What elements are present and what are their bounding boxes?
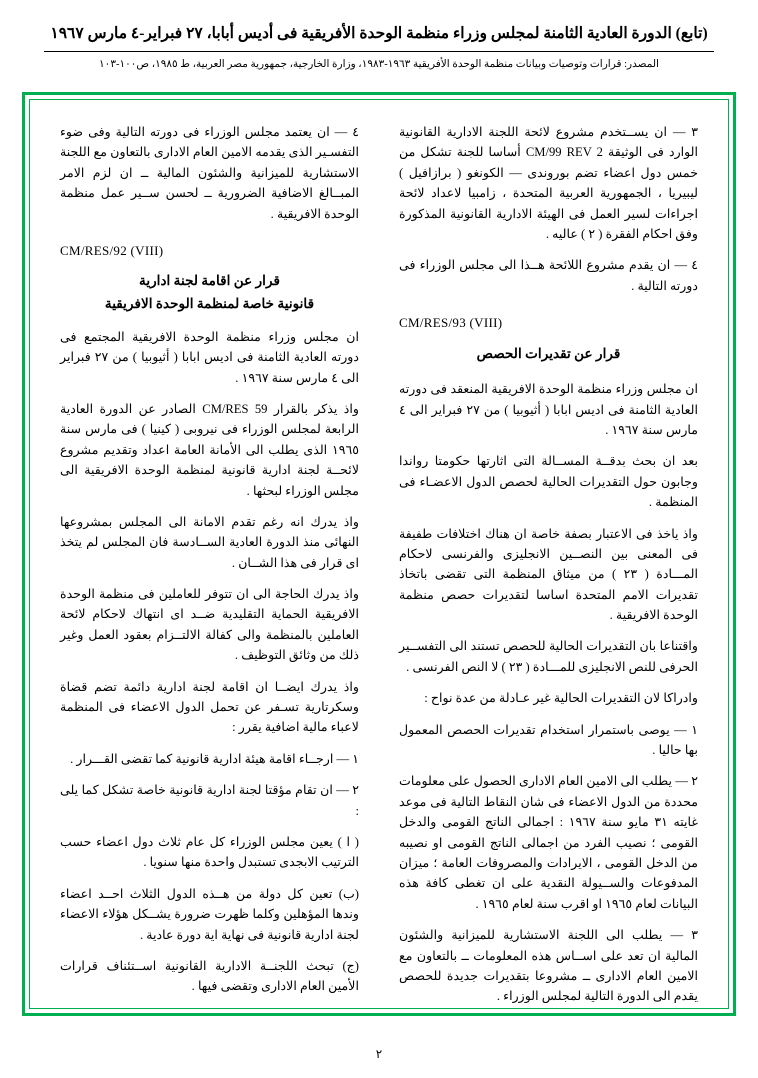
column-right (379, 116, 712, 1004)
page-header (0, 0, 758, 73)
content-frame (22, 92, 736, 1016)
paragraph: ٢ — ان تقام مؤقتا لجنة ادارية قانونية خاصة تشكل كما يلى : (60, 783, 359, 818)
paragraph: ١ — يوصى باستمرار استخدام تقديرات الحصص المعمول بها حاليا . (399, 722, 698, 758)
paragraph: ان مجلس وزراء منظمة الوحدة الافريقية المنعقد فى دورته العادية الثامنة فى اديس ابابا ( أثيوبيا ) من ٢٧ فبراير الى ٤ مارس سنة ١٩٦٧ . (399, 382, 698, 437)
paragraph: ( ا ) يعين مجلس الوزراء كل عام ثلاث دول اعضاء حسب الترتيب الابجدى تستبدل واحدة منها سنويا . (60, 834, 359, 870)
page-footer (0, 1047, 758, 1062)
paragraph: (ب) تعين كل دولة من هــذه الدول الثلاث احــد اعضاء وندها المؤهلين وكلما ظهرت ضرورة يشــكل هؤلاء الاعضاء لجنة ادارية قانونية فى نهاية اية دورة عادية . (60, 886, 359, 942)
content-frame-inner (29, 99, 729, 1009)
paragraph: ١ — ارجــاء اقامة هيئة ادارية قانونية كما تقضى القـــرار . (70, 751, 359, 766)
paragraph: واذ يدرك انه رغم تقدم الامانة الى المجلس بمشروعها النهائى منذ الدورة العادية الســادسة فان المجلس لم يتخذ اى قرار فى هذا الشــان . (60, 514, 359, 570)
paragraph: ٤ — ان يقدم مشروع اللائحة هــذا الى مجلس الوزراء فى دورته التالية . (399, 258, 698, 293)
column-left (46, 116, 379, 998)
resolution-title: قرار عن تقديرات الحصص (476, 346, 621, 362)
paragraph: ٣ — يطلب الى اللجنة الاستشارية للميزانية والشئون المالية ان تعد على اســاس هذه المعلومات ــ بالتعاون مع الامين العام الادارى ــ مشروعا بتقديرات جديدة للحصص يقدم الى الدورة التالية لمجلس الوزراء . (399, 928, 698, 1004)
paragraph: وادراكا لان التقديرات الحالية غير عـادلة من عدة نواح : (424, 691, 698, 706)
paragraph: ٣ — ان يســتخدم مشروع لائحة اللجنة الادارية القانونية الوارد فى الوثيقة CM/99 REV 2 أساسا للجنة تشكل من خمس دول اعضاء تضم بوروندى — الكونغو ( برازافيل ) ليبيريا ، الجمهورية العربية المتحدة ، زامبيا لاعداد لائحة اجراءات لسير العمل فى الهيئة الادارية القانونية المذكورة وفق احكام الفقرة ( ٢ ) عاليه . (399, 125, 699, 241)
resolution-title-line2: قانونية خاصة لمنظمة الوحدة الافريقية (104, 296, 315, 312)
paragraph: واذ يدرك الحاجة الى ان تتوفر للعاملين فى منظمة الوحدة الافريقية الحماية التقليدية ضــد اى انتهاك لاحكام لائحة العاملين بالمنظمة والى كفالة الالتــزام بعقود العمل وغير ذلك من وثائق التوظيف . (60, 587, 359, 663)
paragraph: ٢ — يطلب الى الامين العام الادارى الحصول على معلومات محددة من الدول الاعضاء فى شان النقاط التالية فى موعد غايته ٣١ مايو سنة ١٩٦٧ : اجمالى الناتج القومى والدخل القومى ؛ نصيب الفرد من اجمالى الناتج القومى او نصيبه من الدخل القومى ، الايرادات والمصروفات العامة ؛ ميزان المدفوعات والســيولة النقدية على ان تغطى كافة هذه البيانات لعام ١٩٦٥ او اقرب سنة لعام ١٩٦٥ . (399, 774, 698, 911)
paragraph: ان مجلس وزراء منظمة الوحدة الافريقية المجتمع فى دورته العادية الثامنة فى اديس ابابا ( أثيوبيا ) من ٢٧ فبراير الى ٤ مارس سنة ١٩٦٧ . (60, 329, 359, 385)
paragraph: واذ يذكر بالقرار CM/RES 59 الصادر عن الدورة العادية الرابعة لمجلس الوزراء فى نيروبى ( كينيا ) فى مارس سنة ١٩٦٥ الذى يطلب الى الأمانة العامة اعداد وتقديم مشروع لائحــة لجنة ادارية قانونية لمنظمة الوحدة الافريقية الى مجلس الوزراء لبحثها . (60, 401, 359, 498)
paragraph: واذ يدرك ايضــا ان اقامة لجنة ادارية دائمة تضم قضاة وسكرتارية تسـفر عن تحمل الدول الاعضاء فى المنظمة لاعباء مالية اضافية يقرر : (60, 679, 359, 735)
source-line: المصدر: قرارات وتوصيات وبيانات منظمة الوحدة الأفريقية ١٩٦٣-١٩٨٣، وزارة الخارجية، جمهورية مصر العربية، ط ١٩٨٥، ص١٠٠-١٠٣ (99, 59, 659, 71)
paragraph: ٤ — ان يعتمد مجلس الوزراء فى دورته التالية وفى ضوء التفسـير الذى يقدمه الامين العام الادارى بالتعاون مع اللجنة الاستشارية للميزانية والشئون المالية ــ ان لزم الامر المبــالغ الاضافية الضرورية ــ لحسن ســير عمل منظمة الوحدة الافريقية . (60, 125, 359, 221)
paragraph: واذ ياخذ فى الاعتبار بصفة خاصة ان هناك اختلافات طفيفة فى المعنى بين النصــين الانجليزى والفرنسى لاحكام المـــادة ( ٢٣ ) من ميثاق المنظمة التى تقضى باتخاذ تقديرات الامم المتحدة اساسا لتقديرات حصص منظمة الوحدة الافريقية . (399, 526, 698, 623)
resolution-code: CM/RES/93 (VIII) (399, 315, 503, 331)
page-title: (تابع) الدورة العادية الثامنة لمجلس وزراء منظمة الوحدة الأفريقية فى أديس أبابا، ٢٧ فبراير-٤ مارس ١٩٦٧ (44, 22, 714, 52)
paragraph: (ج) تبحث اللجنــة الادارية القانونية اســتئناف قرارات الأمين العام الادارى وتقضى فيها . (60, 958, 359, 994)
resolution-title-line1: قرار عن اقامة لجنة ادارية (139, 273, 280, 288)
resolution-code: CM/RES/92 (VIII) (60, 242, 164, 258)
paragraph: واقتناعا بان التقديرات الحالية للحصص تستند الى التفســير الحرفى للنص الانجليزى للمـــادة ( ٢٣ ) لا النص الفرنسى . (399, 639, 698, 674)
paragraph: بعد ان بحث بدقــة المســالة التى اثارتها حكومتا رواندا وجابون حول التقديرات الحالية لحصص الدول الاعضـاء فى المنظمة . (399, 454, 698, 510)
page-number: ٢ (375, 1047, 383, 1061)
